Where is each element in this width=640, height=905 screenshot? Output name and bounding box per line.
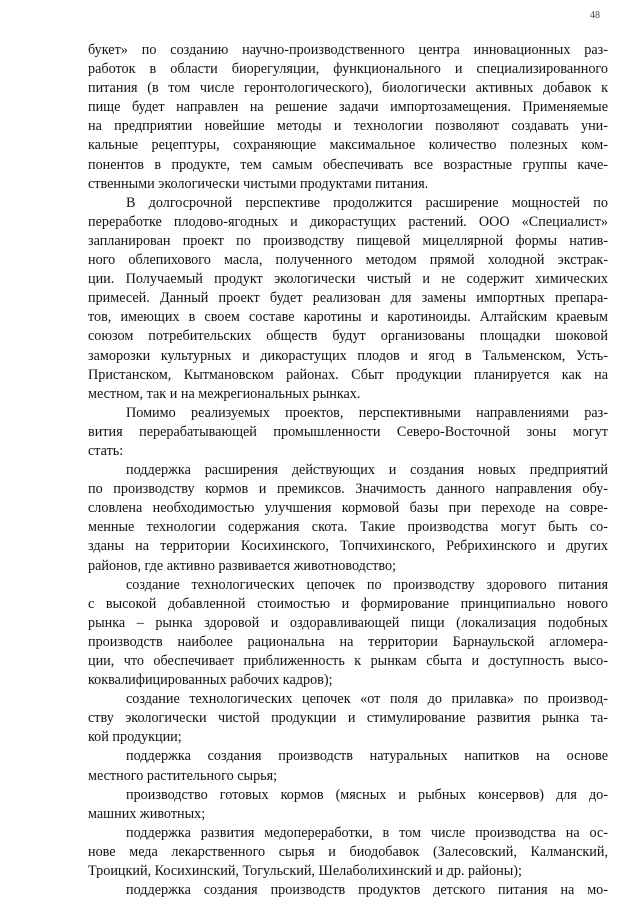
paragraph [88, 690, 608, 747]
text-line: зданы на территории Косихинского, Топчихинского, Ребрихинского и других [88, 538, 608, 555]
text-line: ции, что обеспечивает приближенность к рынкам сбыта и доступность высо- [88, 653, 608, 669]
text-line: поддержка создания производств продуктов детского питания на мо- [126, 882, 608, 899]
text-line: создание технологических цепочек по производству здорового питания [126, 576, 608, 593]
text-line: переработке плодово-ягодных и дикорастущих растений. ООО «Специалист» [88, 213, 608, 230]
text-line: запланирован проект по производству пищевой мицеллярной формы натив- [88, 232, 608, 249]
document-body [88, 41, 608, 900]
paragraph [88, 194, 608, 404]
text-line: В долгосрочной перспективе продолжится расширение мощностей по [126, 194, 608, 211]
text-line: стать: [88, 442, 124, 459]
text-line: тов, имеющих в своем составе каротины и каротиноиды. Алтайским краевым [88, 309, 608, 326]
text-line: Троицкий, Косихинский, Тогульский, Шелаболихинский и др. районы); [88, 863, 522, 880]
text-line: ции. Получаемый продукт экологически чистый и не содержит химических [88, 271, 608, 288]
text-line: ственными экологически чистыми продуктами питания. [88, 175, 429, 192]
text-line: поддержка развития медопереработки, в том числе производства на ос- [126, 824, 608, 841]
text-line: словлена необходимостью улучшения кормовой базы при переходе на совре- [88, 500, 608, 517]
text-line: ного облепихового масла, полученного методом прямой холодной экстрак- [88, 252, 608, 269]
text-line: с высокой добавленной стоимостью и формирование принципиально нового [88, 595, 608, 612]
text-line: производство готовых кормов (мясных и рыбных консервов) для до- [126, 786, 608, 803]
text-line: коквалифицированных рабочих кадров); [88, 672, 333, 689]
text-line: букет» по созданию научно-производственного центра инновационных раз- [88, 42, 608, 58]
paragraph [88, 747, 608, 785]
text-line: вития перерабатывающей промышленности Северо-Восточной зоны могут [88, 423, 608, 440]
paragraph [88, 576, 608, 691]
text-line: кой продукции; [88, 729, 182, 746]
text-line: союзом потребительских обществ будут организованы площадки шоковой [88, 328, 608, 345]
text-line: ству экологически чистой продукции и стимулирование развития рынка та- [88, 710, 608, 727]
text-line: примесей. Данный проект будет реализован для замены импортных препара- [88, 290, 608, 307]
paragraph [88, 404, 608, 461]
paragraph [88, 824, 608, 881]
text-line: машних животных; [88, 805, 206, 822]
text-line: рынка – рынка здоровой и оздоравливающей пищи (локализация подобных [88, 614, 608, 631]
text-line: производств наиболее рациональна на территории Барнаульской агломера- [88, 633, 608, 650]
text-line: поддержка создания производств натуральных напитков на основе [126, 748, 608, 765]
text-line: понентов в продукте, тем самым обеспечивать все возрастные группы каче- [88, 156, 608, 173]
text-line: на предприятии новейшие методы и технологии позволяют создавать уни- [88, 118, 608, 135]
page-number: 48 [590, 10, 600, 21]
paragraph [88, 41, 608, 194]
paragraph [88, 881, 608, 900]
text-line: районов, где активно развивается животноводство; [88, 557, 397, 574]
text-line: местном, так и на межрегиональных рынках. [88, 385, 361, 402]
text-line: местного растительного сырья; [88, 767, 278, 784]
text-line: работок в области биорегуляции, функционального и специализированного [88, 61, 608, 78]
text-line: нове меда лекарственного сырья и биодобавок (Залесовский, Калманский, [88, 843, 608, 860]
text-line: по производству кормов и премиксов. Значимость данного направления обу- [88, 481, 608, 498]
text-line: пище будет направлен на решение задачи импортозамещения. Применяемые [88, 99, 608, 116]
paragraph [88, 461, 608, 576]
text-line: менные технологии содержания скота. Такие производства могут быть со- [88, 519, 608, 536]
text-line: кальные рецептуры, сохраняющие максимальное количество полезных ком- [88, 137, 608, 154]
text-line: Помимо реализуемых проектов, перспективными направлениями раз- [126, 404, 608, 421]
text-line: поддержка расширения действующих и создания новых предприятий [126, 462, 608, 479]
text-line: питания (в том числе геронтологического), биологически активных добавок к [88, 80, 608, 97]
text-line: Пристанском, Кытмановском районах. Сбыт продукции планируется как на [88, 366, 608, 383]
text-line: заморозки культурных и дикорастущих плодов и ягод в Тальменском, Усть- [88, 347, 608, 364]
paragraph [88, 786, 608, 824]
text-line: создание технологических цепочек «от поля до прилавка» по производ- [126, 691, 608, 708]
